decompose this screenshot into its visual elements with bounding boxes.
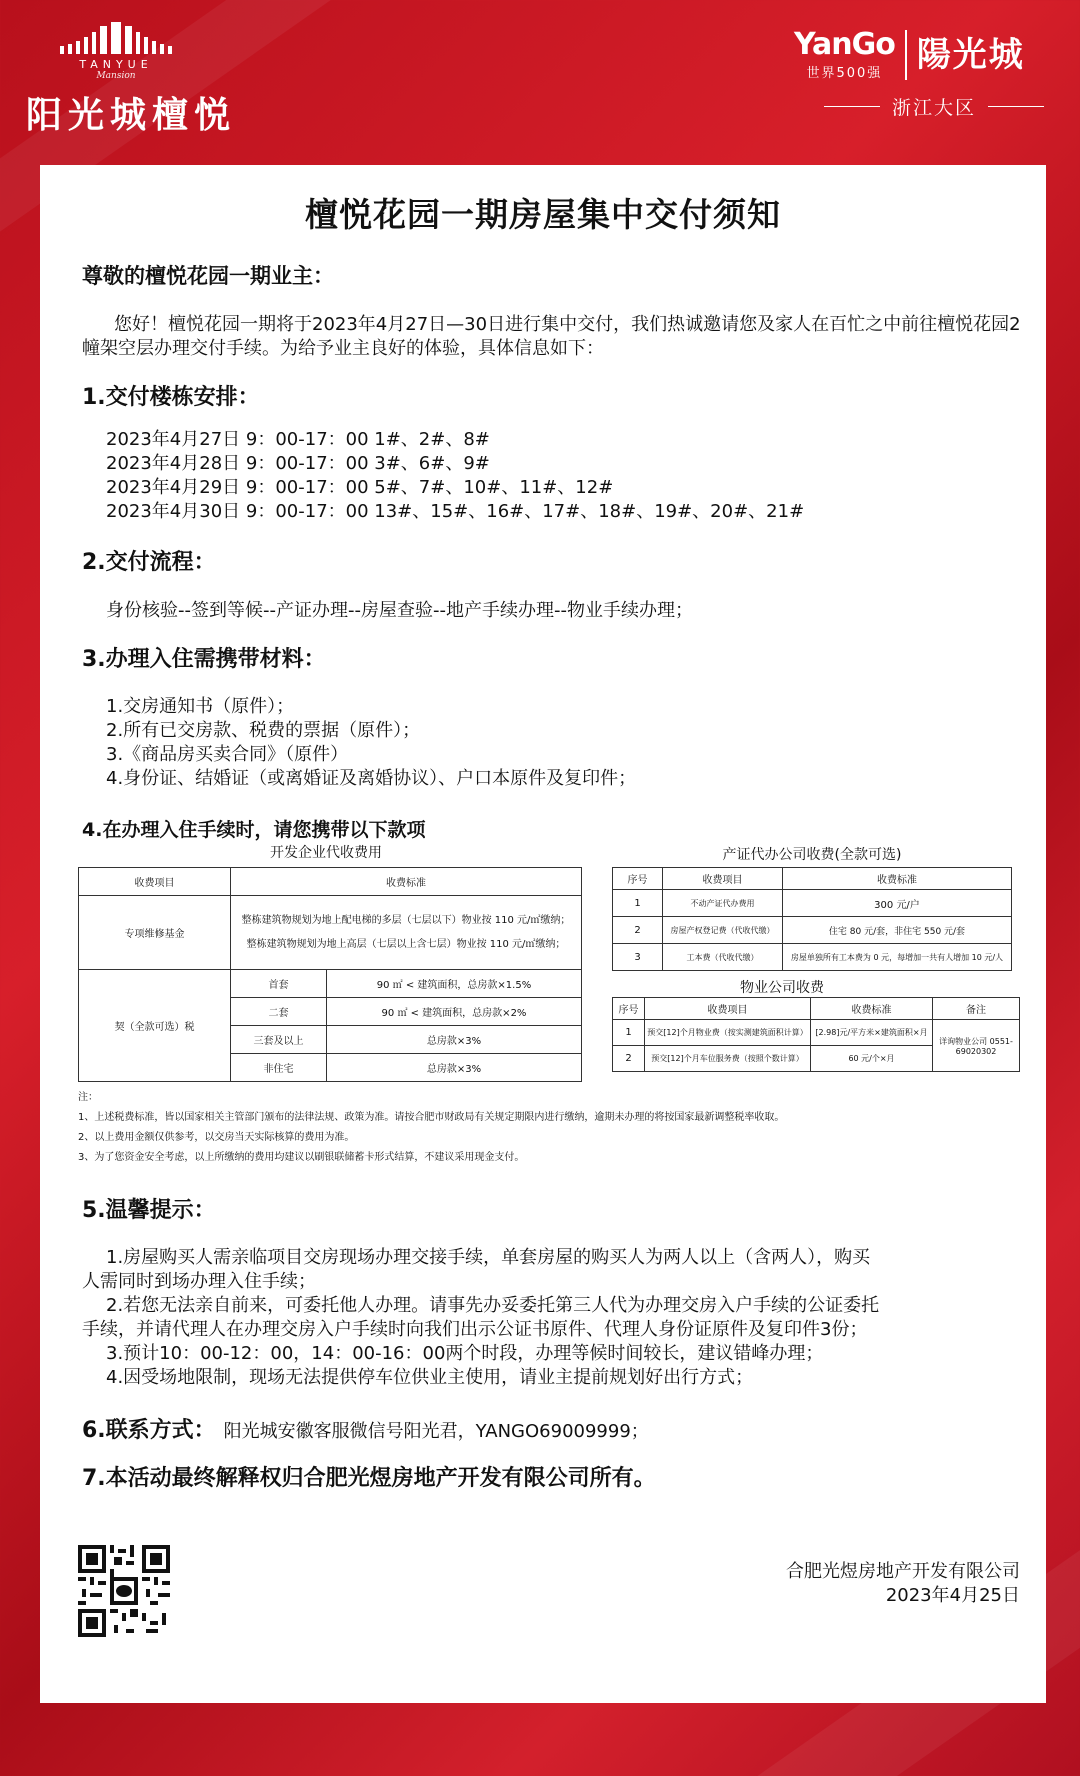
yango-logo <box>794 27 1044 120</box>
table-header: 序号 <box>613 868 663 890</box>
table-cell: 房屋产权登记费（代收代缴） <box>663 917 783 944</box>
table-header: 收费标准 <box>231 868 582 896</box>
table-cell: 2 <box>613 917 663 944</box>
notice-paper <box>40 165 1046 1703</box>
fund-rule: 整栋建筑物规划为地上高层（七层以上含七层）物业按 110 元/㎡缴纳； <box>246 938 566 950</box>
schedule-line: 2023年4月28日 9：00-17：00 3#、6#、9# <box>106 453 490 474</box>
table-cell: 60 元/个×月 <box>811 1046 933 1072</box>
note-line: 3、为了您资金安全考虑，以上所缴纳的费用均建议以刷银联储蓄卡形式结算，不建议采用现金支付。 <box>78 1152 525 1163</box>
table-header: 收费标准 <box>811 998 933 1020</box>
qr-code-icon <box>78 1545 170 1637</box>
contact-row <box>82 1413 649 1444</box>
section-6-heading: 6.联系方式： <box>82 1418 216 1443</box>
yango-subtitle: 世界500强 <box>806 66 883 81</box>
dev-fees-table <box>78 867 582 1082</box>
table-cell: 首套 <box>231 970 327 998</box>
table-header: 收费项目 <box>79 868 231 896</box>
table-cell: 三套及以上 <box>231 1026 327 1054</box>
tip-line: 人需同时到场办理入住手续； <box>82 1271 316 1292</box>
table-cell: 非住宅 <box>231 1054 327 1082</box>
table-cell: 详询物业公司 0551-69020302 <box>933 1020 1020 1072</box>
brand-en: TANYUE <box>79 58 153 71</box>
tip-line: 1.房屋购买人需亲临项目交房现场办理交接手续，单套房屋的购买人为两人以上（含两人），购买 <box>106 1247 871 1268</box>
intro-paragraph: 您好！檀悦花园一期将于2023年4月27日—30日进行集中交付，我们热诚邀请您及家人在百忙之中前往檀悦花园2幢架空层办理交付手续。为给予业主良好的体验，具体信息如下： <box>82 314 1021 359</box>
bars-logo-icon <box>26 22 206 54</box>
table-cell: 1 <box>613 890 663 917</box>
material-line: 1.交房通知书（原件）； <box>106 696 295 717</box>
section-2-heading: 2.交付流程： <box>82 550 216 575</box>
table-cell: 住宅 80 元/套，非住宅 550 元/套 <box>783 917 1012 944</box>
table-cell: 300 元/户 <box>783 890 1012 917</box>
yango-wordmark: YanGo <box>794 27 895 62</box>
tanyue-logo <box>26 22 256 138</box>
contact-text: 阳光城安徽客服微信号阳光君，YANGO69009999； <box>223 1421 649 1442</box>
fund-label: 专项维修基金 <box>79 896 231 970</box>
table-cell: 二套 <box>231 998 327 1026</box>
material-line: 4.身份证、结婚证（或离婚证及离婚协议）、户口本原件及复印件； <box>106 768 637 789</box>
prop-fees-caption: 物业公司收费 <box>740 980 824 996</box>
schedule-line: 2023年4月27日 9：00-17：00 1#、2#、8# <box>106 429 490 450</box>
section-1-heading: 1.交付楼栋安排： <box>82 385 260 410</box>
table-cell: 不动产证代办费用 <box>663 890 783 917</box>
tips <box>82 1246 1032 1390</box>
prop-fees-table <box>612 997 1020 1072</box>
table-cell: 总房款×3% <box>327 1054 582 1082</box>
cert-fees-caption: 产证代办公司收费(全款可选) <box>722 847 902 863</box>
yango-cn-wordmark: 陽光城 <box>916 35 1025 75</box>
brand-script: Mansion <box>96 71 136 81</box>
page-title: 檀悦花园一期房屋集中交付须知 <box>305 195 781 234</box>
tip-line: 2.若您无法亲自前来，可委托他人办理。请事先办妥委托第三人代为办理交房入户手续的公证委托 <box>106 1295 880 1316</box>
note-line: 2、以上费用金额仅供参考，以交房当天实际核算的费用为准。 <box>78 1132 355 1143</box>
note-line: 1、上述税费标准，皆以国家相关主管部门颁布的法律法规、政策为准。请按合肥市财政局有关规定期限内进行缴纳，逾期未办理的将按国家最新调整税率收取。 <box>78 1112 785 1123</box>
section-5-heading: 5.温馨提示： <box>82 1198 216 1223</box>
table-cell: 工本费（代收代缴） <box>663 944 783 971</box>
region-label: 浙江大区 <box>891 97 976 119</box>
greeting: 尊敬的檀悦花园一期业主： <box>82 264 334 288</box>
process-text: 身份核验--签到等候--产证办理--房屋查验--地产手续办理--物业手续办理； <box>106 600 693 621</box>
fund-rule: 整栋建筑物规划为地上配电梯的多层（七层以下）物业按 110 元/㎡缴纳； <box>241 914 571 926</box>
table-header: 收费项目 <box>663 868 783 890</box>
section-7-heading: 7.本活动最终解释权归合肥光煜房地产开发有限公司所有。 <box>82 1466 656 1491</box>
table-cell: [2.98]元/平方米×建筑面积×月 <box>811 1020 933 1046</box>
divider-line <box>824 106 880 107</box>
brand-cn: 阳光城檀悦 <box>26 95 237 136</box>
table-header: 备注 <box>933 998 1020 1020</box>
table-cell: 房屋单独所有工本费为 0 元，每增加一共有人增加 10 元/人 <box>783 944 1012 971</box>
notes <box>78 1088 1028 1168</box>
logo-divider <box>905 30 907 80</box>
sign-date: 2023年4月25日 <box>885 1585 1020 1606</box>
material-line: 2.所有已交房款、税费的票据（原件）； <box>106 720 421 741</box>
tip-line: 4.因受场地限制，现场无法提供停车位供业主使用，请业主提前规划好出行方式； <box>106 1367 754 1388</box>
schedule-line: 2023年4月30日 9：00-17：00 13#、15#、16#、17#、18#、19#、20#、21# <box>106 501 805 522</box>
section-4-heading: 4.在办理入住手续时，请您携带以下款项 <box>82 819 426 841</box>
tip-line: 手续，并请代理人在办理交房入户手续时向我们出示公证书原件、代理人身份证原件及复印件3份； <box>82 1319 868 1340</box>
divider-line <box>988 106 1044 107</box>
table-cell: 2 <box>613 1046 645 1072</box>
table-cell: 预交[12]个月物业费（按实测建筑面积计算） <box>645 1020 811 1046</box>
table-cell: 总房款×3% <box>327 1026 582 1054</box>
table-cell: 90 ㎡ < 建筑面积，总房款×1.5% <box>327 970 582 998</box>
cert-fees-table <box>612 867 1012 971</box>
signature-block <box>786 1560 1020 1608</box>
table-cell: 预交[12]个月车位服务费（按照个数计算） <box>645 1046 811 1072</box>
table-header: 序号 <box>613 998 645 1020</box>
table-cell: 1 <box>613 1020 645 1046</box>
deed-tax-label: 契（全款可选）税 <box>79 970 231 1082</box>
material-line: 3.《商品房买卖合同》（原件） <box>106 744 349 765</box>
table-cell: 90 ㎡ < 建筑面积，总房款×2% <box>327 998 582 1026</box>
section-3-heading: 3.办理入住需携带材料： <box>82 647 326 672</box>
tip-line: 3.预计10：00-12：00，14：00-16：00两个时段，办理等候时间较长，建议错峰办理； <box>106 1343 824 1364</box>
table-cell: 3 <box>613 944 663 971</box>
sign-company: 合肥光煜房地产开发有限公司 <box>786 1561 1020 1582</box>
note-line: 注： <box>78 1092 98 1103</box>
table-header: 收费标准 <box>783 868 1012 890</box>
table-header: 收费项目 <box>645 998 811 1020</box>
dev-fees-caption: 开发企业代收费用 <box>270 845 382 861</box>
schedule-line: 2023年4月29日 9：00-17：00 5#、7#、10#、11#、12# <box>106 477 614 498</box>
